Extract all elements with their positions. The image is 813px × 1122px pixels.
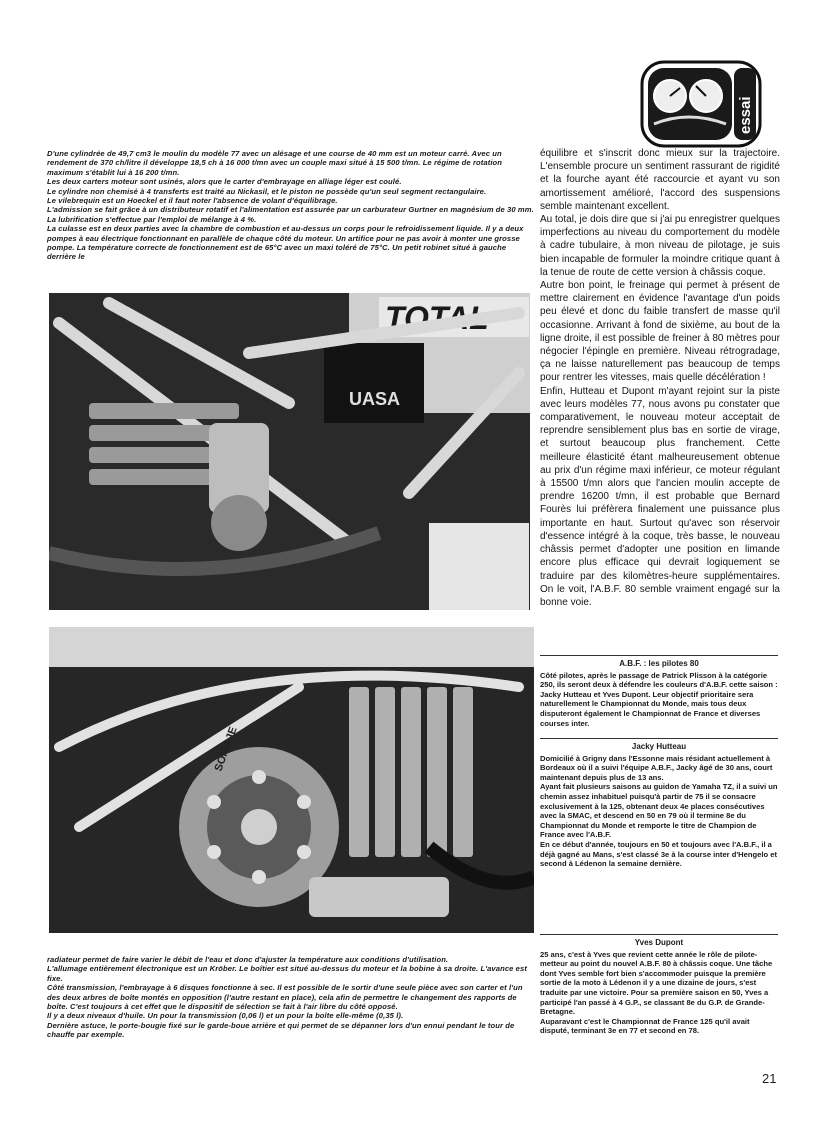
- sidebar-hutteau: [540, 742, 778, 869]
- clutch-mark: SOMAJE: [212, 725, 240, 774]
- section-rule: [540, 655, 778, 656]
- caption-paragraph: Dernière astuce, le porte-bougie fixé sur le garde-boue arrière et qui permet de se dépanner lors d'un ennui pendant le tour de chauffe par exemple.: [47, 1020, 515, 1040]
- caption-bottom: [47, 955, 534, 1040]
- caption-top: [47, 149, 534, 262]
- caption-paragraph: L'allumage entièrement électronique est un Kröber. Le boîtier est situé au-dessus du moteur et la bobine à sa droite. L'avance est fixe.: [47, 964, 527, 983]
- caption-paragraph: Côté transmission, l'embrayage à 6 disques fonctionne à sec. Il est possible de le sortir d'une seule pièce avec son carter et l'un des deux arbres de boîte montés en opposition (l'autre restant en place), cela afin de permettre le changement des rapports de boîte. C'est toujours à cet effet que le dispositif de sélection se fait à l'air libre du côté opposé.: [47, 983, 523, 1012]
- photo-engine-frame: [49, 293, 530, 610]
- caption-paragraph: D'une cylindrée de 49,7 cm3 le moulin du modèle 77 avec un alésage et une course de 40 mm est un moteur carré. Avec un rendement de 370 ch/litre il développe 18,5 ch à 16 000 t/mn avec un couple maxi situé à 15 500 t/mn. Le régime de rotation maximum s'établit lui à 16 200 t/mn.: [47, 149, 503, 177]
- essai-logo: [640, 60, 762, 148]
- caption-paragraph: Les deux carters moteur sont usinés, alors que le carter d'embrayage en alliage léger est coulé.: [47, 177, 402, 187]
- sidebar-pilots: [540, 659, 778, 728]
- caption-paragraph: radiateur permet de faire varier le débit de l'eau et donc d'ajuster la température aux conditions d'utilisation.: [47, 955, 449, 964]
- photo-clutch-side: [49, 627, 534, 933]
- sidebar-title: Jacky Hutteau: [631, 742, 687, 751]
- article-paragraph: Autre bon point, le freinage qui permet à présent de mettre clairement en évidence l'avantage d'un poids peu élevé et donc du faible transfert de masse qu'il occasionne. Arrivant à fond de sixième, au bout de la ligne droite, il est possible de freiner à 80 mètres pour négocier l'épingle en première. Niveau rétrogradage, ça ne laisse naturellement pas beaucoup de temps pour rentrer les vitesses, mais quelle décélération !: [540, 280, 780, 384]
- section-rule: [540, 934, 778, 935]
- section-rule: [540, 738, 778, 739]
- article-paragraph: équilibre et s'inscrit donc mieux sur la trajectoire. L'ensemble procure un sentiment rassurant de rigidité et la fourche ayant été raccourcie et ayant vu son amortissement amélioré, l'accord des suspensions semble maintenant excellent.: [540, 148, 780, 212]
- sidebar-title: A.B.F. : les pilotes 80: [619, 659, 699, 668]
- sidebar-paragraph: Ayant fait plusieurs saisons au guidon de Yamaha TZ, il a suivi un chemin assez inhabituel puisqu'à partir de 75 il se consacre exclusivement à la 125, obtenant deux 4e places consécutives avec la SMAC, et descend en 50 en 79 où il termine 8e du Championnat du Monde et remporte le titre de Champion de France avec l'A.B.F.: [540, 782, 778, 840]
- sidebar-dupont: [540, 938, 778, 1036]
- caption-paragraph: Le vilebrequin est un Hoeckel et il faut noter l'absence de volant d'équilibrage.: [47, 196, 338, 206]
- page-number: 21: [762, 1071, 777, 1086]
- total-sticker: TOTAL: [385, 300, 489, 336]
- article-paragraph: Enfin, Hutteau et Dupont m'ayant rejoint sur la piste avec leurs modèles 77, nous avons pu constater que comparativement, le nouveau moteur acceptait de reprendre sensiblement plus bas en sortie de virage, et surtout beaucoup plus franchement. Cette meilleure élasticité étant malheureusement obtenue au prix d'un régime maxi inférieur, ce moteur régulant à 15500 t/mn alors que l'ancien moulin accepte de prendre 16200 t/mn, il est probable que Bernard Fourès lui préfèrera finalement une puissance plus importante en haut. Surtout qu'avec son réservoir d'essence intégré à la coque, très basse, le nouveau châssis permet d'adopter une position en limande encore plus efficace qui devrait logiquement se traduire par des kilomètres-heure supplémentaires. On le voit, l'A.B.F. 80 semble vraiment engagé sur la bonne voie.: [540, 385, 780, 608]
- sidebar-title: Yves Dupont: [634, 938, 684, 947]
- logo-text: essai: [737, 96, 754, 134]
- caption-paragraph: Il y a deux niveaux d'huile. Un pour la transmission (0,06 l) et un pour la boîte elle-même (0,35 l).: [47, 1011, 404, 1021]
- caption-paragraph: Le cylindre non chemisé à 4 transferts est traité au Nickasil, et le piston ne possède qu'un seul segment rectangulaire.: [47, 186, 487, 196]
- sidebar-paragraph: Domicilié à Grigny dans l'Essonne mais résidant actuellement à Bordeaux où il a suivi l'équipe A.B.F., Jacky âgé de 30 ans, court maintenant depuis plus de 13 ans.: [540, 753, 773, 782]
- caption-paragraph: La culasse est en deux parties avec la chambre de combustion et au-dessus un corps pour le refroidissement liquide. Il y a deux pompes à eau électrique fonctionnant en parallèle de chaque côté du moteur. Un artifice pour ne pas avoir à monter une grosse pompe. La température correcte de fonctionnement est de 65°C avec un maxi toléré de 75°C. Un petit robinet situé à gauche derrière le: [47, 224, 524, 262]
- article-paragraph: Au total, je dois dire que si j'ai pu enregistrer quelques imperfections au niveau du comportement du modèle à cadre tubulaire, à mon niveau de pilotage, je suis bien incapable de formuler la moindre critique quant à la tenue de route de cette version à châssis coque.: [540, 214, 780, 278]
- article-body: [540, 147, 780, 609]
- sidebar-paragraph: 25 ans, c'est à Yves que revient cette année le rôle de pilote-metteur au point du nouvel A.B.F. 80 à châssis coque. Une tâche dont Yves semble fort bien s'accommoder puisque la première sortie de la moto à Lédenon il y a une dizaine de jours, s'est traduite par une victoire. Pour sa première saison en 50, Yves a participé l'an passé à 4 G.P., se classant 8e du G.P. de Grande-Bretagne.: [540, 949, 773, 1017]
- sidebar-paragraph: Côté pilotes, après le passage de Patrick Plisson à la catégorie 250, ils seront deux à défendre les couleurs d'A.B.F. cette saison : Jacky Hutteau et Yves Dupont. Leur objectif prioritaire sera naturellement le Championnat du Monde, mais tous deux disputeront également le Championnat de France et diverses courses inter.: [540, 670, 778, 728]
- battery-label: UASA: [349, 389, 401, 409]
- caption-paragraph: L'admission se fait grâce à un distributeur rotatif et l'alimentation est assurée par un carburateur Gurtner en magnésium de 30 mm. La lubrification s'effectue par l'emploi de mélange à 4 %.: [47, 205, 534, 224]
- sidebar-paragraph: En ce début d'année, toujours en 50 et toujours avec l'A.B.F., il a déjà gagné au Mans, s'est classé 3e à la course inter d'Hengelo et second à Lédenon la semaine dernière.: [540, 839, 778, 869]
- sidebar-paragraph: Auparavant c'est le Championnat de France 125 qu'il avait disputé, terminant 3e en 77 et second en 78.: [540, 1016, 750, 1036]
